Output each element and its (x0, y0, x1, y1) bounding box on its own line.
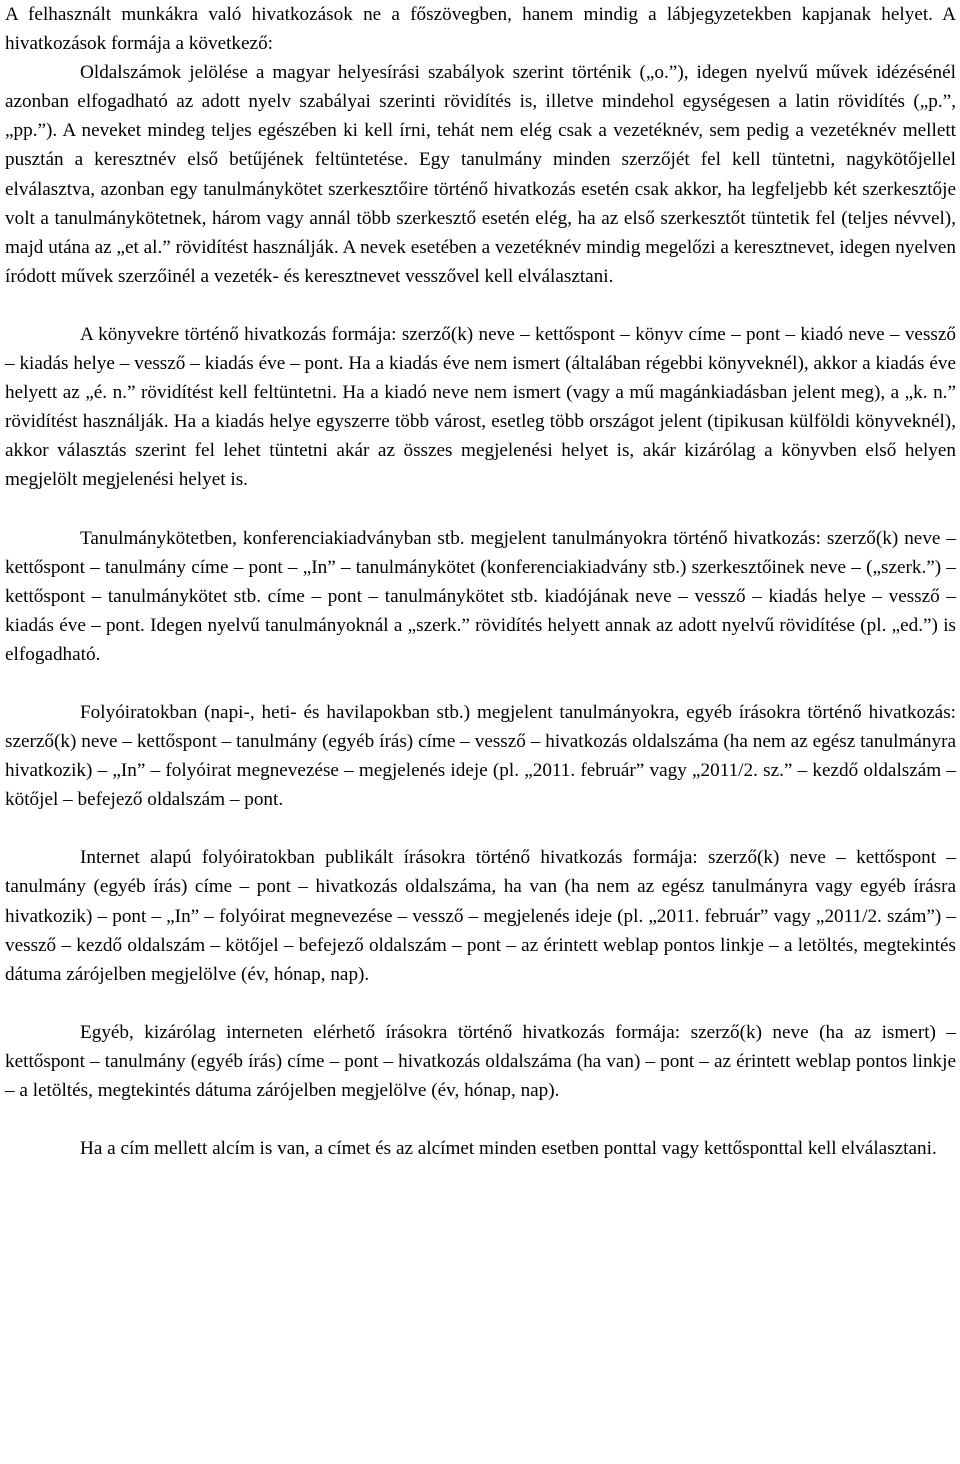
paragraph-web-only-citation: Egyéb, kizárólag interneten elérhető írásokra történő hivatkozás formája: szerző(k) neve (ha az ismert) – kettőspont – tanulmány (egyéb írás) címe – pont – hivatkozás oldalszáma (ha van) – pont – az érintett weblap pontos linkje – a letöltés, megtekintés dátuma zárójelben megjelölve (év, hónap, nap). (5, 1021, 956, 1101)
paragraph-online-journal-citation: Internet alapú folyóiratokban publikált írásokra történő hivatkozás formája: szerző(k) neve – kettőspont – tanulmány (egyéb írás) címe – pont – hivatkozás oldalszáma, ha van (ha nem az egész tanulmányra vagy egyéb írásra hivatkozik) – pont – „In” – folyóirat megnevezése – vessző – megjelenés ideje (pl. „2011. február” vagy „2011/2. szám”) – vessző – kezdő oldalszám – kötőjel – befejező oldalszám – pont – az érintett weblap pontos linkje – a letöltés, megtekintés dátuma zárójelben megjelölve (év, hónap, nap). (5, 847, 956, 985)
paragraph-edited-volume-citation: Tanulmánykötetben, konferenciakiadványban stb. megjelent tanulmányokra történő hivatkozás: szerző(k) neve – kettőspont – tanulmány címe – pont – „In” – tanulmánykötet (konferenciakiadvány stb.) szerkesztőinek neve – („szerk.”) – kettőspont – tanulmánykötet stb. címe – pont – tanulmánykötet stb. kiadójának neve – vessző – kiadás helye – vessző – kiadás éve – pont. Idegen nyelvű tanulmányoknál a „szerk.” rövidítés helyett annak az adott nyelvű rövidítése (pl. „ed.”) is elfogadható. (5, 527, 956, 665)
paragraph-intro: A felhasznált munkákra való hivatkozások ne a főszövegben, hanem mindig a lábjegyzetekben kapjanak helyet. A hivatkozások formája a következő: (5, 4, 956, 55)
document-page (5, 0, 956, 1163)
paragraph-subtitle-rule: Ha a cím mellett alcím is van, a címet és az alcímet minden esetben ponttal vagy kettősponttal kell elválasztani. (80, 1138, 937, 1160)
paragraph-book-citation: A könyvekre történő hivatkozás formája: szerző(k) neve – kettőspont – könyv címe – pont – kiadó neve – vessző – kiadás helye – vessző – kiadás éve – pont. Ha a kiadás éve nem ismert (általában régebbi könyveknél), akkor a kiadás éve helyett az „é. n.” rövidítést kell feltüntetni. Ha a kiadó neve nem ismert (vagy a mű magánkiadásban jelent meg), a „k. n.” rövidítést használják. Ha a kiadás helye egyszerre több várost, esetleg több országot jelent (tipikusan külföldi könyveknél), akkor választás szerint fel lehet tüntetni akár az összes megjelenési helyet is, akár kizárólag a könyvben első helyen megjelölt megjelenési helyet is. (5, 323, 956, 491)
paragraph-page-numbers-and-names: Oldalszámok jelölése a magyar helyesírási szabályok szerint történik („o.”), idegen nyelvű művek idézésénél azonban elfogadható az adott nyelv szabályai szerinti rövidítés is, illetve mindehol egységesen a latin rövidítés („p.”, „pp.”). A neveket mindeg teljes egészében ki kell írni, tehát nem elég csak a vezetéknév, sem pedig a vezetéknév mellett pusztán a keresztnév első betűjének feltüntetése. Egy tanulmány minden szerzőjét fel kell tüntetni, nagykötőjellel elválasztva, azonban egy tanulmánykötet szerkesztőire történő hivatkozás esetén csak akkor, ha legfeljebb két szerkesztője volt a tanulmánykötetnek, három vagy annál több szerkesztő esetén elég, ha az első szerkesztőt tüntetik fel (teljes névvel), majd utána az „et al.” rövidítést használják. A nevek esetében a vezetéknév mindig megelőzi a keresztnevet, idegen nyelven íródott művek szerzőinél a vezeték- és keresztnevet vesszővel kell elválasztani. (5, 62, 956, 287)
paragraph-journal-citation: Folyóiratokban (napi-, heti- és havilapokban stb.) megjelent tanulmányokra, egyéb írásokra történő hivatkozás: szerző(k) neve – kettőspont – tanulmány (egyéb írás) címe – vessző – hivatkozás oldalszáma (ha nem az egész tanulmányra hivatkozik) – „In” – folyóirat megnevezése – megjelenés ideje (pl. „2011. február” vagy „2011/2. sz.” – kezdő oldalszám – kötőjel – befejező oldalszám – pont. (5, 701, 956, 811)
